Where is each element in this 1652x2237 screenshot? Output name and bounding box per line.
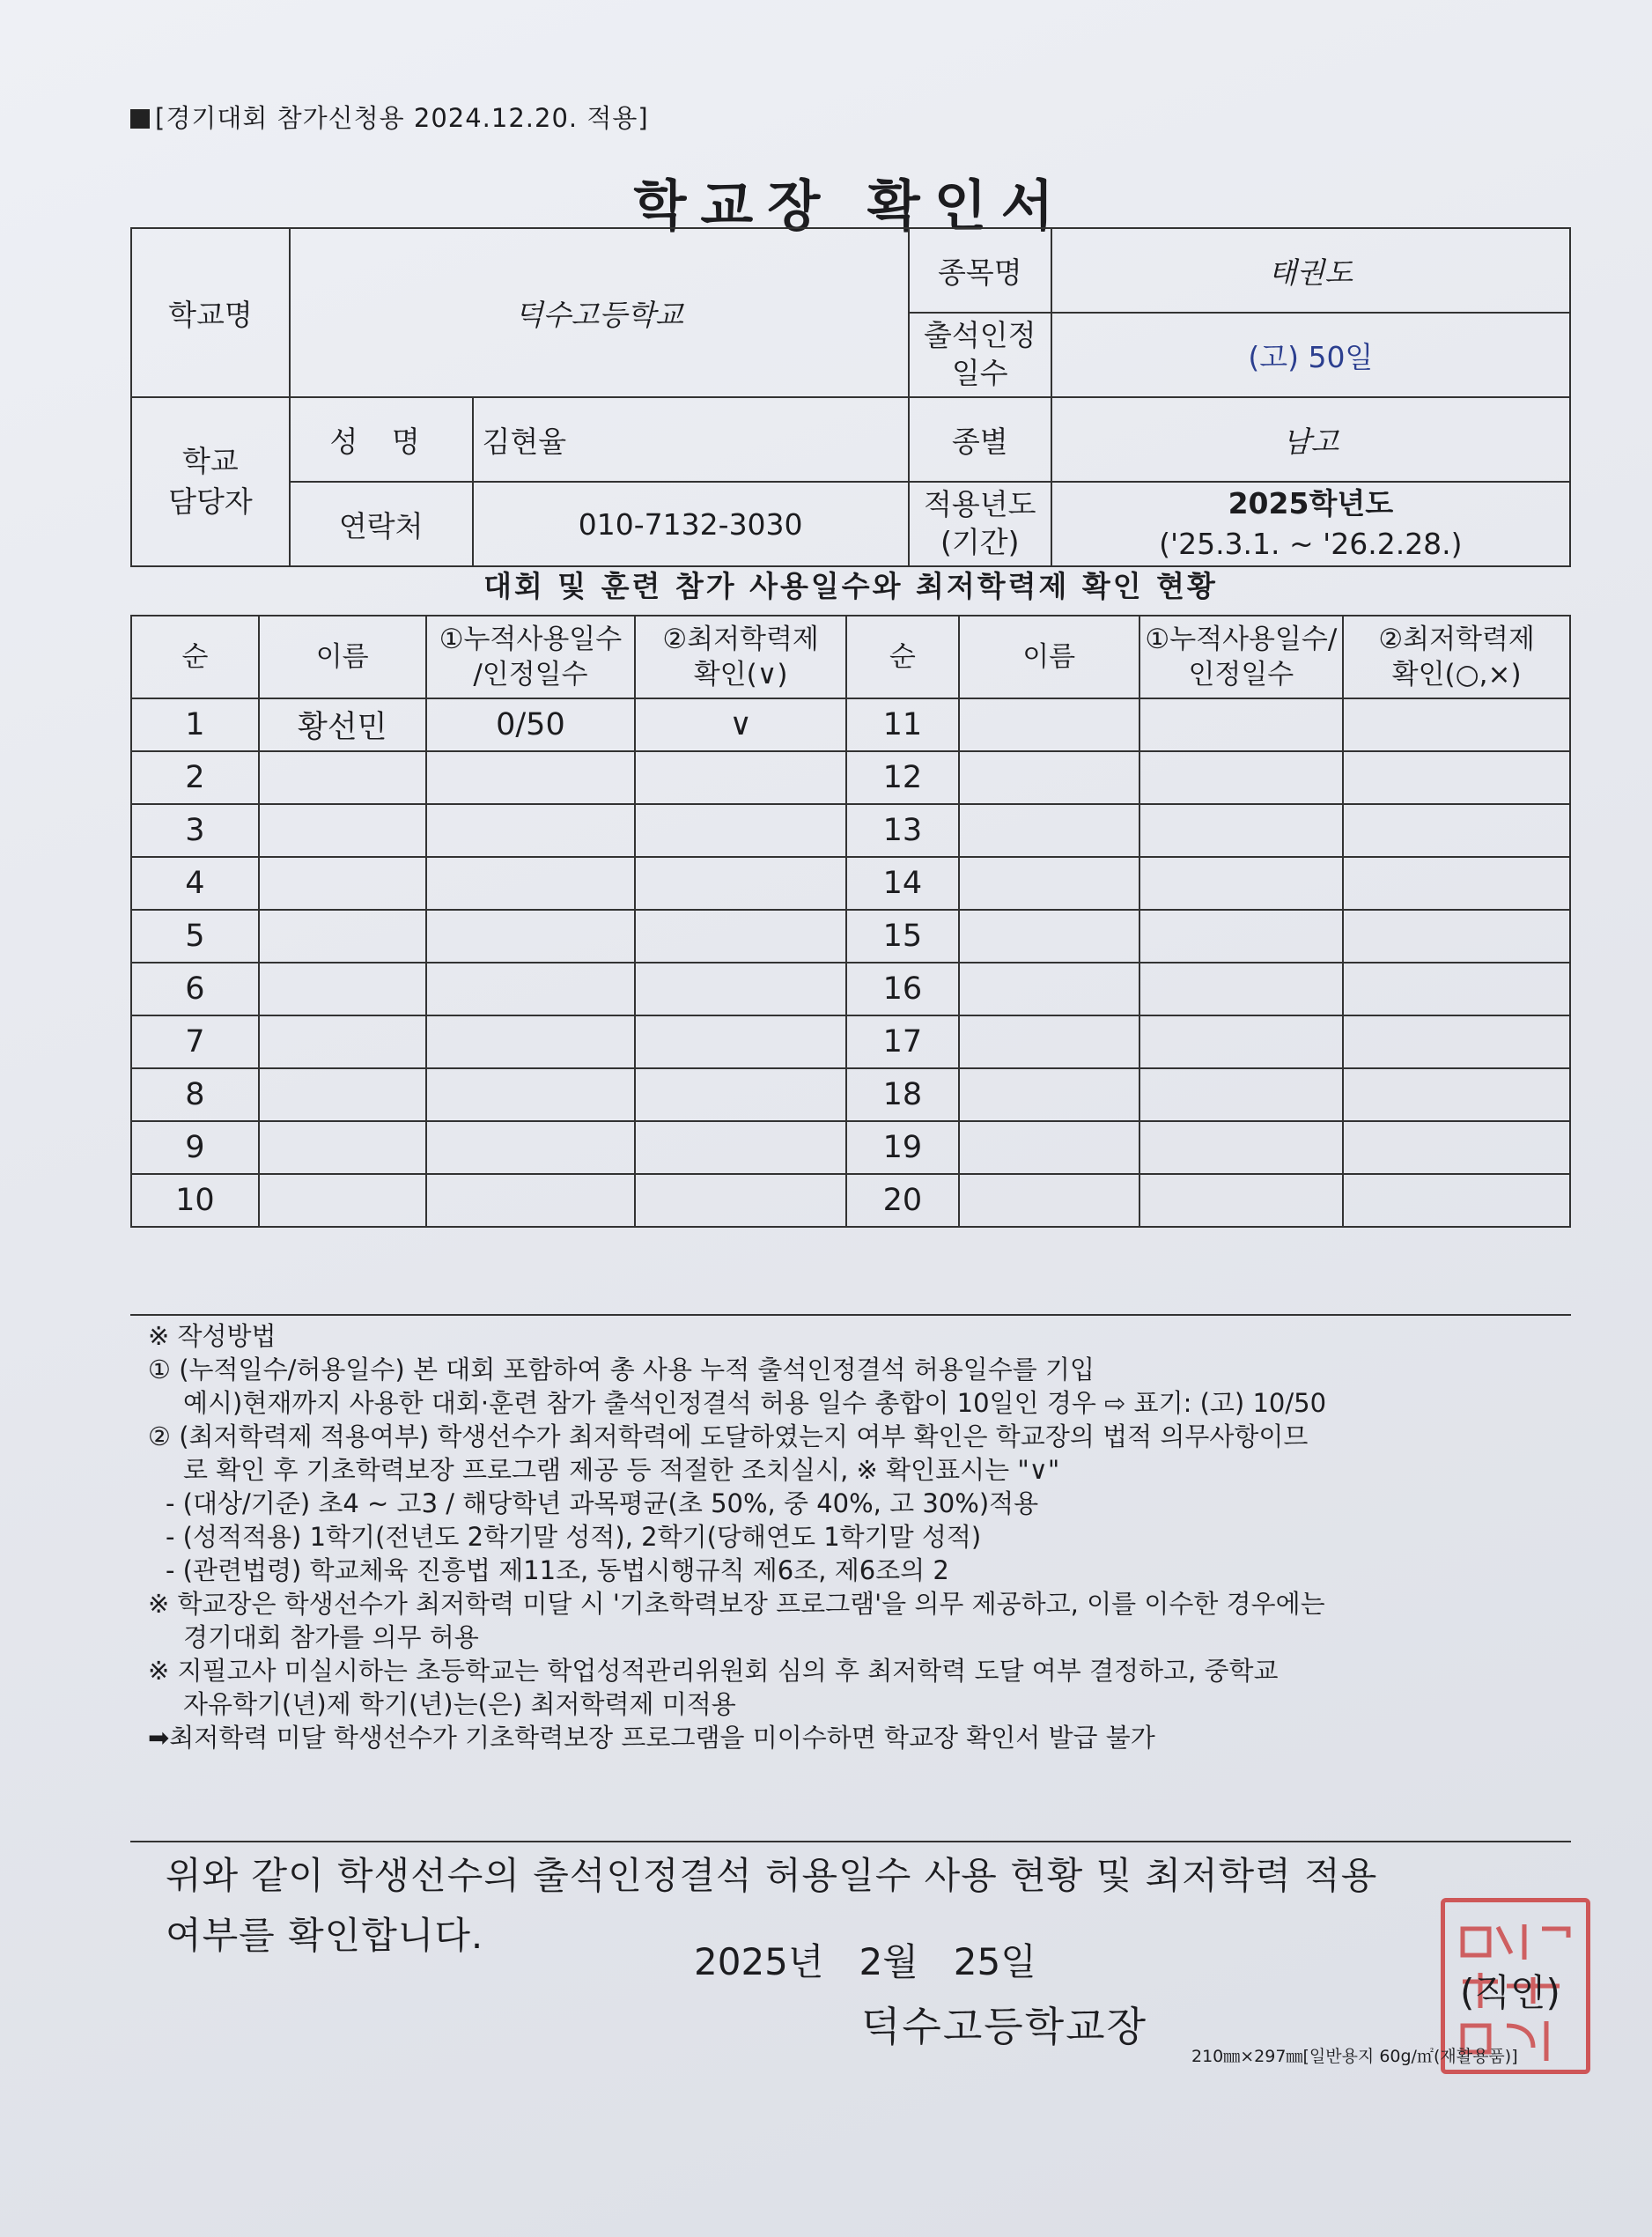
issue-month: 2월 xyxy=(859,1940,918,1983)
used-days-right xyxy=(1139,857,1344,910)
min-grade-check-right xyxy=(1343,857,1570,910)
roster-row xyxy=(131,698,1570,751)
student-name-right xyxy=(959,804,1139,857)
used-days-left: 0/50 xyxy=(426,698,636,751)
min-grade-check-left xyxy=(635,1068,846,1121)
manager-label: 학교 담당자 xyxy=(131,397,290,566)
used-days-right xyxy=(1139,963,1344,1015)
note-line: 자유학기(년)제 학기(년)는(은) 최저학력제 미적용 xyxy=(183,1689,736,1719)
contact-value: 010-7132-3030 xyxy=(473,482,909,566)
used-days-left xyxy=(426,751,636,804)
min-grade-check-left xyxy=(635,751,846,804)
used-days-left xyxy=(426,1174,636,1227)
min-grade-check-left xyxy=(635,963,846,1015)
min-grade-check-right xyxy=(1343,1015,1570,1068)
note-line: - (관련법령) 학교체육 진흥법 제11조, 동법시행규칙 제6조, 제6조의 2 xyxy=(166,1555,949,1585)
confirmation-line-1: 위와 같이 학생선수의 출석인정결석 허용일수 사용 현황 및 최저학력 적용 xyxy=(166,1854,1378,1897)
attendance-value: (고) 50일 xyxy=(1051,313,1570,397)
note-line: ※ 학교장은 학생선수가 최저학력 미달 시 '기초학력보장 프로그램'을 의무 제공하고, 이를 이수한 경우에는 xyxy=(148,1589,1325,1619)
gender-label: 종별 xyxy=(909,397,1051,482)
paper-spec: 210㎜×297㎜[일반용지 60g/㎡(재활용품)] xyxy=(1191,2047,1518,2066)
seal-label: (직인) xyxy=(1460,1971,1560,2014)
min-grade-check-left xyxy=(635,857,846,910)
header-name-left: 이름 xyxy=(259,616,426,698)
section-title: 대회 및 훈련 참가 사용일수와 최저학력제 확인 현황 xyxy=(483,569,1218,603)
note-line: - (성적적용) 1학기(전년도 2학기말 성적), 2학기(당해연도 1학기말 성적) xyxy=(166,1522,982,1552)
header-check-right: ②최저학력제 확인(○,×) xyxy=(1343,616,1570,698)
student-name-right xyxy=(959,1174,1139,1227)
seq-left: 4 xyxy=(131,857,259,910)
student-name-right xyxy=(959,857,1139,910)
roster-row xyxy=(131,804,1570,857)
seq-left: 9 xyxy=(131,1121,259,1174)
form-version-text: [경기대회 참가신청용 2024.12.20. 적용] xyxy=(155,103,649,133)
used-days-left xyxy=(426,963,636,1015)
student-name-left xyxy=(259,1068,426,1121)
min-grade-check-right xyxy=(1343,1068,1570,1121)
notes-top-divider xyxy=(130,1314,1571,1316)
roster-table xyxy=(130,615,1571,1228)
min-grade-check-right xyxy=(1343,804,1570,857)
roster-row xyxy=(131,1121,1570,1174)
min-grade-check-right xyxy=(1343,751,1570,804)
confirmation-line-2: 여부를 확인합니다. xyxy=(166,1914,484,1957)
school-info-table xyxy=(130,227,1571,567)
used-days-left xyxy=(426,1121,636,1174)
issue-date xyxy=(694,1933,1072,1986)
min-grade-check-left xyxy=(635,910,846,963)
note-line: 로 확인 후 기초학력보장 프로그램 제공 등 적절한 조치실시, ※ 확인표시는 "∨" xyxy=(183,1455,1060,1485)
header-seq-left: 순 xyxy=(131,616,259,698)
min-grade-check-right xyxy=(1343,698,1570,751)
roster-row xyxy=(131,857,1570,910)
note-line: ② (최저학력제 적용여부) 학생선수가 최저학력에 도달하였는지 여부 확인은 학교장의 법적 의무사항이므 xyxy=(148,1421,1309,1451)
used-days-right xyxy=(1139,1121,1344,1174)
header-check-left: ②최저학력제 확인(∨) xyxy=(635,616,846,698)
roster-body xyxy=(131,698,1570,1227)
student-name-left xyxy=(259,963,426,1015)
roster-row xyxy=(131,1015,1570,1068)
student-name-right xyxy=(959,698,1139,751)
student-name-left xyxy=(259,1015,426,1068)
notes-bottom-divider xyxy=(130,1841,1571,1842)
roster-row xyxy=(131,1174,1570,1227)
student-name-right xyxy=(959,1068,1139,1121)
used-days-right xyxy=(1139,1068,1344,1121)
roster-row xyxy=(131,910,1570,963)
note-line: 예시)현재까지 사용한 대회·훈련 참가 출석인정결석 허용 일수 총합이 10일인 경우 ⇨ 표기: (고) 10/50 xyxy=(183,1388,1327,1418)
min-grade-check-left xyxy=(635,1121,846,1174)
used-days-right xyxy=(1139,910,1344,963)
square-bullet-icon xyxy=(130,109,150,129)
student-name-left xyxy=(259,804,426,857)
student-name-left xyxy=(259,1174,426,1227)
note-line: ① (누적일수/허용일수) 본 대회 포함하여 총 사용 누적 출석인정결석 허용일수를 기입 xyxy=(148,1355,1095,1384)
gender-value: 남고 xyxy=(1051,397,1570,482)
issue-day: 25일 xyxy=(953,1940,1036,1983)
principal-title: 덕수고등학교장 xyxy=(861,2003,1148,2050)
header-name-right: 이름 xyxy=(959,616,1139,698)
seq-right: 17 xyxy=(846,1015,959,1068)
form-page xyxy=(130,88,1571,2078)
seq-left: 2 xyxy=(131,751,259,804)
used-days-right xyxy=(1139,804,1344,857)
seq-right: 20 xyxy=(846,1174,959,1227)
student-name-left xyxy=(259,910,426,963)
student-name-right xyxy=(959,751,1139,804)
period-cell xyxy=(1051,482,1570,566)
used-days-left xyxy=(426,1068,636,1121)
header-days-right: ①누적사용일수/ 인정일수 xyxy=(1139,616,1344,698)
name-value: 김현율 xyxy=(473,397,909,482)
seq-right: 18 xyxy=(846,1068,959,1121)
used-days-left xyxy=(426,804,636,857)
min-grade-check-right xyxy=(1343,910,1570,963)
header-days-left: ①누적사용일수 /인정일수 xyxy=(426,616,636,698)
student-name-right xyxy=(959,1121,1139,1174)
used-days-right xyxy=(1139,751,1344,804)
seq-left: 1 xyxy=(131,698,259,751)
writing-instructions xyxy=(148,1319,1566,1754)
min-grade-check-right xyxy=(1343,1121,1570,1174)
seq-left: 5 xyxy=(131,910,259,963)
student-name-left xyxy=(259,1121,426,1174)
student-name-left xyxy=(259,751,426,804)
min-grade-check-left xyxy=(635,1015,846,1068)
student-name-right xyxy=(959,910,1139,963)
roster-row xyxy=(131,751,1570,804)
min-grade-check-left xyxy=(635,1174,846,1227)
note-line: - (대상/기준) 초4 ~ 고3 / 해당학년 과목평균(초 50%, 중 40%, 고 30%)적용 xyxy=(166,1488,1039,1518)
contact-label: 연락처 xyxy=(290,482,473,566)
school-label: 학교명 xyxy=(131,228,290,397)
sport-value: 태권도 xyxy=(1051,228,1570,313)
student-name-right xyxy=(959,1015,1139,1068)
seq-left: 3 xyxy=(131,804,259,857)
period-range: ('25.3.1. ~ '26.2.28.) xyxy=(1159,527,1463,561)
used-days-left xyxy=(426,857,636,910)
header-seq-right: 순 xyxy=(846,616,959,698)
school-value: 덕수고등학교 xyxy=(290,228,909,397)
seq-right: 14 xyxy=(846,857,959,910)
used-days-right xyxy=(1139,1174,1344,1227)
sport-label: 종목명 xyxy=(909,228,1051,313)
seq-right: 19 xyxy=(846,1121,959,1174)
form-version-note xyxy=(130,99,649,135)
seq-left: 10 xyxy=(131,1174,259,1227)
seq-right: 13 xyxy=(846,804,959,857)
name-label: 성 명 xyxy=(290,397,473,482)
min-grade-check-left xyxy=(635,804,846,857)
min-grade-check-left: ∨ xyxy=(635,698,846,751)
used-days-left xyxy=(426,910,636,963)
note-line: 경기대회 참가를 의무 허용 xyxy=(183,1622,479,1652)
student-name-left: 황선민 xyxy=(259,698,426,751)
roster-row xyxy=(131,1068,1570,1121)
min-grade-check-right xyxy=(1343,1174,1570,1227)
student-name-right xyxy=(959,963,1139,1015)
note-line: ※ 지필고사 미실시하는 초등학교는 학업성적관리위원회 심의 후 최저학력 도달 여부 결정하고, 중학교 xyxy=(148,1656,1279,1686)
seq-right: 16 xyxy=(846,963,959,1015)
seq-right: 11 xyxy=(846,698,959,751)
seq-right: 15 xyxy=(846,910,959,963)
seq-left: 6 xyxy=(131,963,259,1015)
seq-right: 12 xyxy=(846,751,959,804)
min-grade-check-right xyxy=(1343,963,1570,1015)
used-days-left xyxy=(426,1015,636,1068)
seq-left: 7 xyxy=(131,1015,259,1068)
document-title: 학교장 확인서 xyxy=(633,173,1068,238)
issue-year: 2025년 xyxy=(694,1940,824,1983)
seq-left: 8 xyxy=(131,1068,259,1121)
note-line: ※ 작성방법 xyxy=(148,1321,277,1351)
roster-row xyxy=(131,963,1570,1015)
period-value: 2025학년도 xyxy=(1228,485,1394,520)
used-days-right xyxy=(1139,1015,1344,1068)
period-label: 적용년도 (기간) xyxy=(909,482,1051,566)
note-line: ➡최저학력 미달 학생선수가 기초학력보장 프로그램을 미이수하면 학교장 확인서 발급 불가 xyxy=(148,1723,1155,1753)
attendance-label: 출석인정 일수 xyxy=(909,313,1051,397)
used-days-right xyxy=(1139,698,1344,751)
student-name-left xyxy=(259,857,426,910)
